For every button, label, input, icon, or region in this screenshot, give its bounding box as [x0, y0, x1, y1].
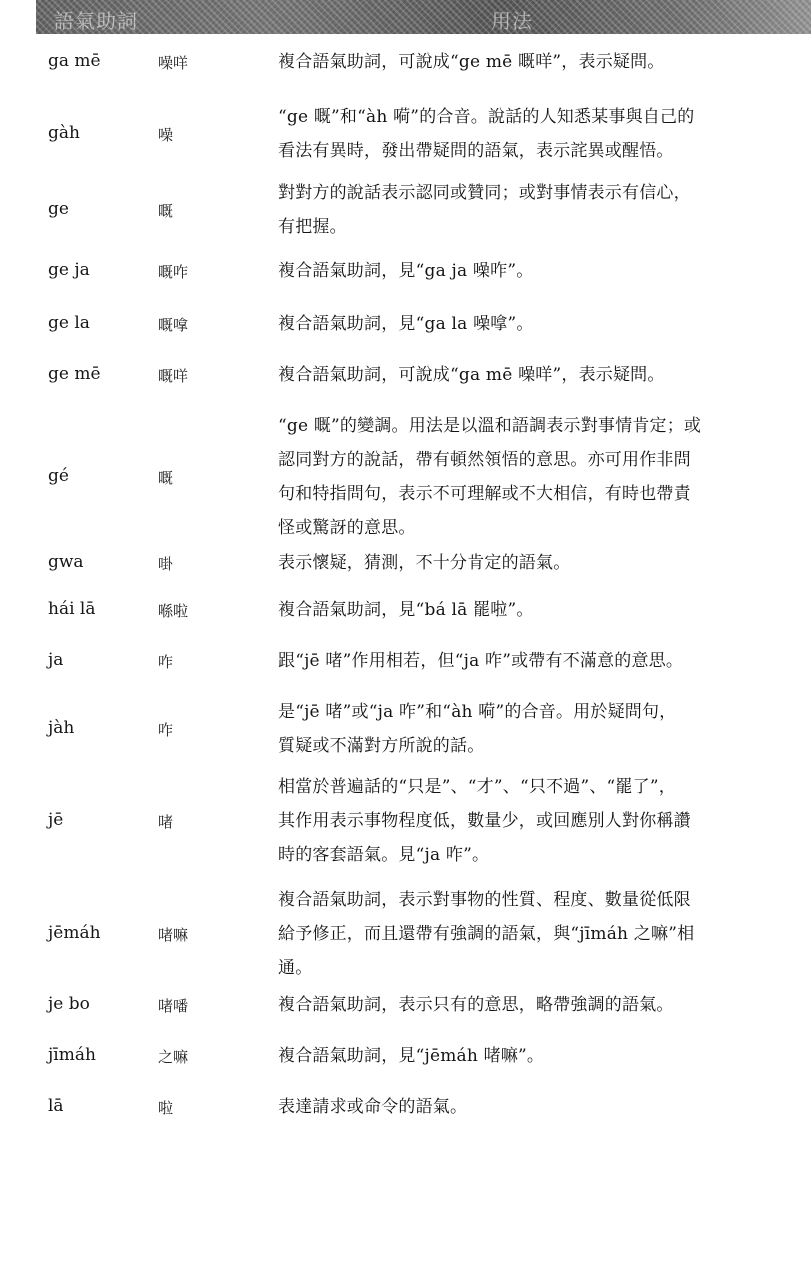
entry-definition [278, 254, 752, 288]
entry-romanization: jēmáh [48, 923, 101, 943]
entry-chinese-term: 之嘛 [158, 1048, 189, 1066]
entry-romanization: ge ja [48, 260, 90, 280]
entry-chinese-term: 嘅咋 [158, 263, 189, 281]
entry-chinese-term: 啫 [158, 813, 174, 831]
definition-line: 有把握。 [278, 217, 347, 237]
entry-romanization: ja [48, 650, 64, 670]
entry-chinese-term: 噪 [158, 126, 174, 144]
definition-line: 跟“jē 啫”作用相若，但“ja 咋”或帶有不滿意的意思。 [278, 651, 684, 671]
definition-line: 複合語氣助詞，可說成“ge mē 嘅咩”，表示疑問。 [278, 52, 665, 72]
definition-line: 複合語氣助詞，見“ga la 噪嗱”。 [278, 314, 534, 334]
definition-line: 認同對方的說話，帶有頓然領悟的意思。亦可用作非問 [278, 450, 691, 470]
entry-chinese-term: 咋 [158, 721, 174, 739]
definition-line: 質疑或不滿對方所說的話。 [278, 736, 485, 756]
entry-chinese-term: 喺啦 [158, 602, 189, 620]
entry-romanization: ge la [48, 313, 90, 333]
definition-line: 是“jē 啫”或“ja 咋”和“àh 嗬”的合音。用於疑問句， [278, 702, 677, 722]
entry-romanization: gé [48, 466, 69, 486]
header-usage-label: 用法 [491, 9, 533, 33]
entry-definition [278, 883, 752, 985]
entry-chinese-term: 嘅咩 [158, 367, 189, 385]
definition-line: 其作用表示事物程度低，數量少，或回應別人對你稱讚 [278, 811, 691, 831]
definition-line: 複合語氣助詞，見“jēmáh 啫嘛”。 [278, 1046, 545, 1066]
entry-definition [278, 644, 752, 678]
entry-definition [278, 45, 752, 79]
definition-line: 看法有異時，發出帶疑問的語氣，表示詫異或醒悟。 [278, 141, 674, 161]
entry-definition [278, 358, 752, 392]
definition-line: 對對方的說話表示認同或贊同；或對事情表示有信心， [278, 183, 691, 203]
definition-line: 給予修正，而且還帶有強調的語氣，與“jīmáh 之嘛”相 [278, 924, 695, 944]
definition-line: 複合語氣助詞，見“bá lā 罷啦”。 [278, 600, 534, 620]
entry-romanization: gàh [48, 123, 80, 143]
entry-chinese-term: 嘅嗱 [158, 316, 189, 334]
definition-line: 表達請求或命令的語氣。 [278, 1097, 468, 1117]
entry-definition [278, 1090, 752, 1124]
entry-chinese-term: 嘅 [158, 202, 174, 220]
entry-definition [278, 1039, 752, 1073]
definition-line: 句和特指問句，表示不可理解或不大相信，有時也帶責 [278, 484, 691, 504]
entry-chinese-term: 噪咩 [158, 54, 189, 72]
entry-definition [278, 307, 752, 341]
definition-line: 通。 [278, 958, 313, 978]
entry-romanization: ge [48, 199, 69, 219]
entry-definition [278, 546, 752, 580]
definition-line: “ge 嘅”和“àh 嗬”的合音。說話的人知悉某事與自己的 [278, 107, 695, 127]
entry-chinese-term: 咋 [158, 653, 174, 671]
definition-line: 相當於普遍話的“只是”、“才”、“只不過”、“罷了”， [278, 777, 676, 797]
entry-romanization: jē [48, 810, 64, 830]
entry-romanization: jīmáh [48, 1045, 96, 1065]
entry-definition [278, 988, 752, 1022]
entry-romanization: ge mē [48, 364, 101, 384]
entry-romanization: hái lā [48, 599, 96, 619]
entry-chinese-term: 啫噃 [158, 997, 189, 1015]
definition-line: 時的客套語氣。見“ja 咋”。 [278, 845, 490, 865]
entry-chinese-term: 啫嘛 [158, 926, 189, 944]
definition-line: “ge 嘅”的變調。用法是以溫和語調表示對事情肯定；或 [278, 416, 702, 436]
entry-definition [278, 593, 752, 627]
definition-line: 複合語氣助詞，見“ga ja 噪咋”。 [278, 261, 534, 281]
entry-definition [278, 100, 752, 168]
definition-line: 複合語氣助詞，可說成“ga mē 噪咩”，表示疑問。 [278, 365, 665, 385]
entry-definition [278, 176, 752, 244]
entry-definition [278, 770, 752, 872]
entry-romanization: je bo [48, 994, 90, 1014]
header-term-label: 語氣助詞 [54, 9, 138, 33]
entry-romanization: gwa [48, 552, 84, 572]
definition-line: 複合語氣助詞，表示只有的意思，略帶強調的語氣。 [278, 995, 674, 1015]
definition-line: 複合語氣助詞，表示對事物的性質、程度、數量從低限 [278, 890, 691, 910]
entry-romanization: lā [48, 1096, 64, 1116]
entry-romanization: ga mē [48, 51, 101, 71]
entry-definition [278, 695, 752, 763]
entry-chinese-term: 嘅 [158, 469, 174, 487]
definition-line: 怪或驚訝的意思。 [278, 518, 416, 538]
entry-chinese-term: 啩 [158, 555, 174, 573]
entry-chinese-term: 啦 [158, 1099, 174, 1117]
definition-line: 表示懷疑，猜測，不十分肯定的語氣。 [278, 553, 571, 573]
entry-romanization: jàh [48, 718, 75, 738]
entry-definition [278, 409, 752, 545]
